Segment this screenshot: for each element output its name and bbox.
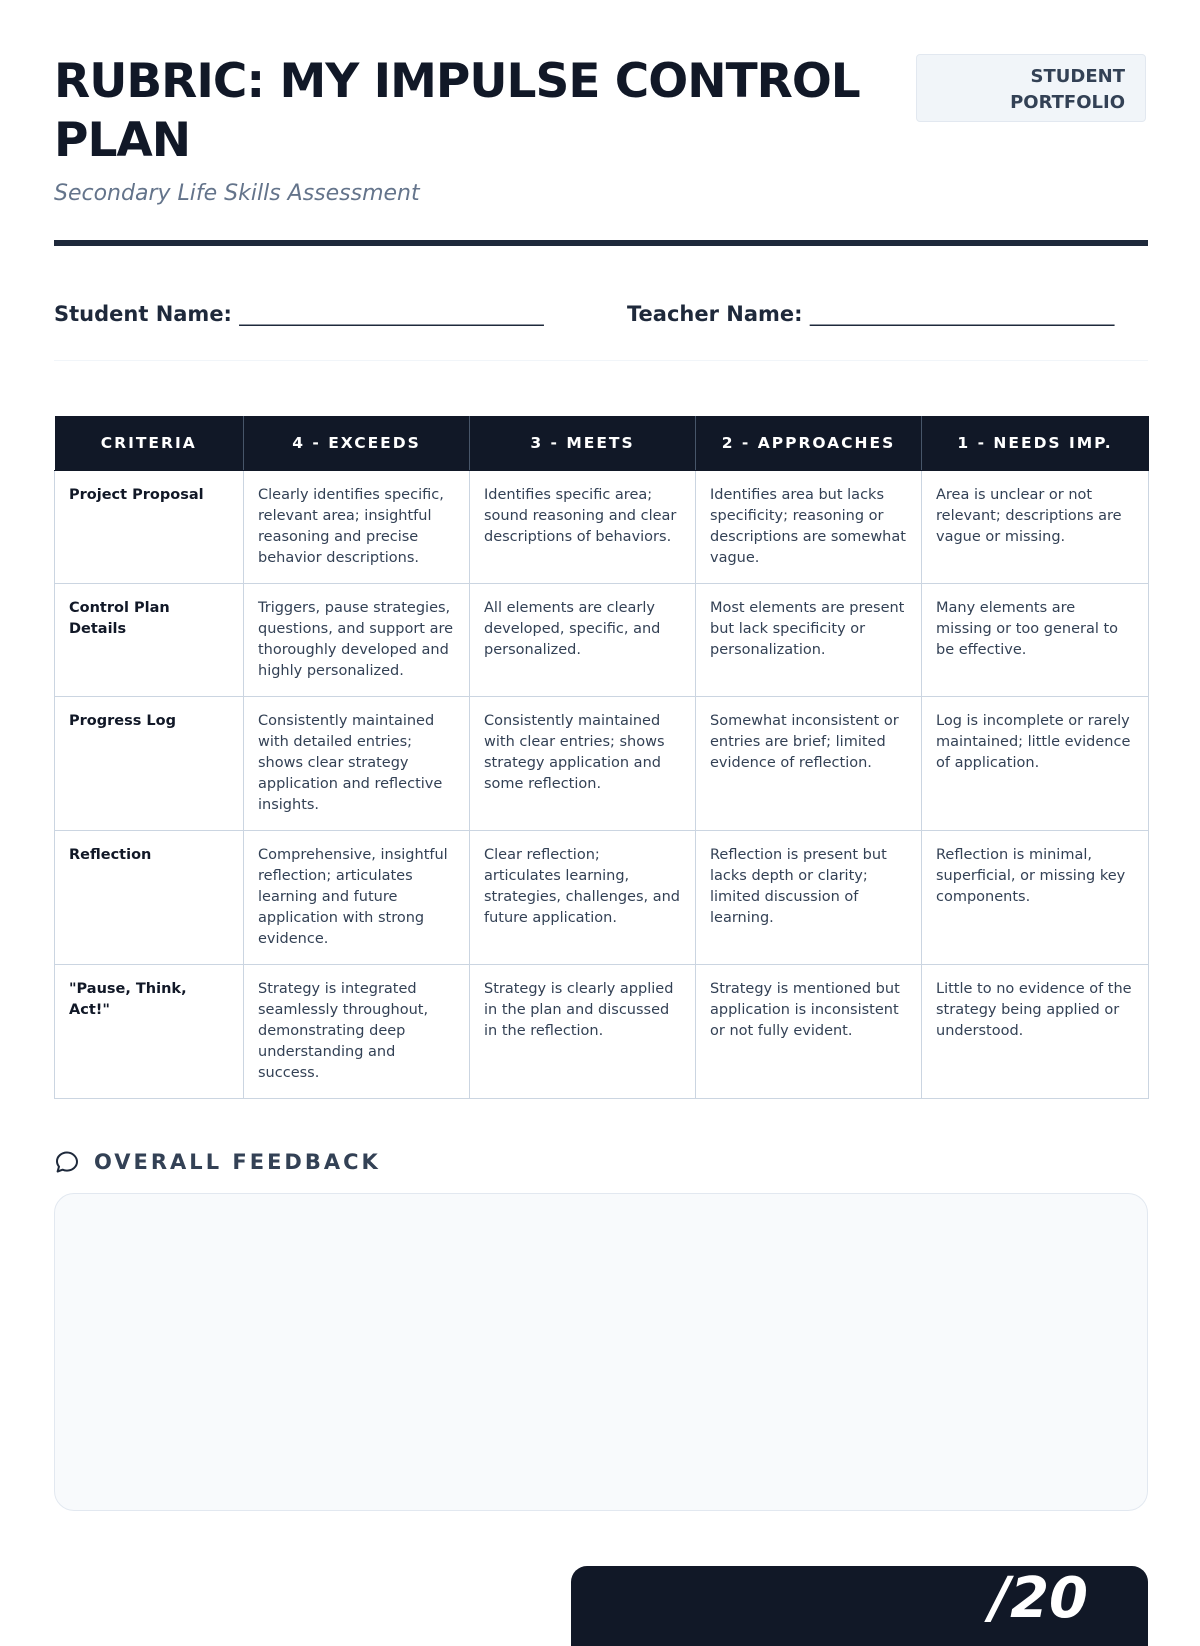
- table-row: [55, 584, 1149, 697]
- approaches-cell: Identifies area but lacks specificity; reasoning or descriptions are somewhat vague.: [696, 471, 922, 584]
- needs-cell: Many elements are missing or too general to be effective.: [922, 584, 1149, 697]
- criteria-cell: Control Plan Details: [55, 584, 244, 697]
- speech-bubble-icon: [54, 1149, 80, 1175]
- meets-cell: Strategy is clearly applied in the plan and discussed in the reflection.: [470, 965, 696, 1099]
- teacher-name-field[interactable]: [627, 302, 1114, 326]
- criteria-cell: Progress Log: [55, 697, 244, 831]
- page-subtitle: Secondary Life Skills Assessment: [54, 181, 420, 206]
- meets-cell: Identifies specific area; sound reasoning and clear descriptions of behaviors.: [470, 471, 696, 584]
- needs-cell: Reflection is minimal, superficial, or missing key components.: [922, 831, 1149, 965]
- needs-cell: Little to no evidence of the strategy being applied or understood.: [922, 965, 1149, 1099]
- rubric-table: [54, 416, 1149, 1099]
- student-name-field[interactable]: [54, 302, 544, 326]
- meets-cell: Clear reflection; articulates learning, strategies, challenges, and future application.: [470, 831, 696, 965]
- header-meets: 3 - MEETS: [470, 416, 696, 471]
- exceeds-cell: Consistently maintained with detailed entries; shows clear strategy application and reflective insights.: [244, 697, 470, 831]
- meets-cell: Consistently maintained with clear entries; shows strategy application and some reflection.: [470, 697, 696, 831]
- approaches-cell: Strategy is mentioned but application is inconsistent or not fully evident.: [696, 965, 922, 1099]
- criteria-cell: Reflection: [55, 831, 244, 965]
- student-name-blank[interactable]: _____________________________: [239, 302, 544, 326]
- approaches-cell: Somewhat inconsistent or entries are brief; limited evidence of reflection.: [696, 697, 922, 831]
- table-row: [55, 965, 1149, 1099]
- table-row: [55, 697, 1149, 831]
- criteria-cell: Project Proposal: [55, 471, 244, 584]
- exceeds-cell: Clearly identifies specific, relevant area; insightful reasoning and precise behavior descriptions.: [244, 471, 470, 584]
- header-exceeds: 4 - EXCEEDS: [244, 416, 470, 471]
- badge-line-2: PORTFOLIO: [1010, 92, 1125, 113]
- portfolio-badge: [916, 54, 1146, 122]
- badge-line-1: STUDENT: [1030, 66, 1125, 87]
- approaches-cell: Reflection is present but lacks depth or clarity; limited discussion of learning.: [696, 831, 922, 965]
- header-needs-improvement: 1 - NEEDS IMP.: [922, 416, 1149, 471]
- teacher-name-blank[interactable]: _____________________________: [809, 302, 1115, 326]
- header-divider: [54, 240, 1148, 246]
- student-name-label: Student Name:: [54, 302, 232, 326]
- feedback-header: [54, 1147, 381, 1177]
- table-row: [55, 471, 1149, 584]
- teacher-name-label: Teacher Name:: [627, 302, 803, 326]
- table-row: [55, 831, 1149, 965]
- needs-cell: Area is unclear or not relevant; descriptions are vague or missing.: [922, 471, 1149, 584]
- exceeds-cell: Comprehensive, insightful reflection; articulates learning and future application with strong evidence.: [244, 831, 470, 965]
- rubric-page: [54, 0, 1148, 1631]
- rubric-header-row: [55, 416, 1149, 471]
- header-criteria: CRITERIA: [55, 416, 244, 471]
- exceeds-cell: Triggers, pause strategies, questions, and support are thoroughly developed and highly personalized.: [244, 584, 470, 697]
- header-approaches: 2 - APPROACHES: [696, 416, 922, 471]
- fields-divider: [54, 360, 1148, 361]
- meets-cell: All elements are clearly developed, specific, and personalized.: [470, 584, 696, 697]
- needs-cell: Log is incomplete or rarely maintained; little evidence of application.: [922, 697, 1149, 831]
- feedback-title: OVERALL FEEDBACK: [94, 1150, 381, 1174]
- exceeds-cell: Strategy is integrated seamlessly throughout, demonstrating deep understanding and success.: [244, 965, 470, 1099]
- score-total: /20: [989, 1566, 1088, 1631]
- feedback-textarea[interactable]: [54, 1193, 1148, 1511]
- criteria-cell: "Pause, Think, Act!": [55, 965, 244, 1099]
- approaches-cell: Most elements are present but lack specificity or personalization.: [696, 584, 922, 697]
- page-title: RUBRIC: MY IMPULSE CONTROL PLAN: [54, 54, 860, 168]
- score-panel: [571, 1566, 1148, 1646]
